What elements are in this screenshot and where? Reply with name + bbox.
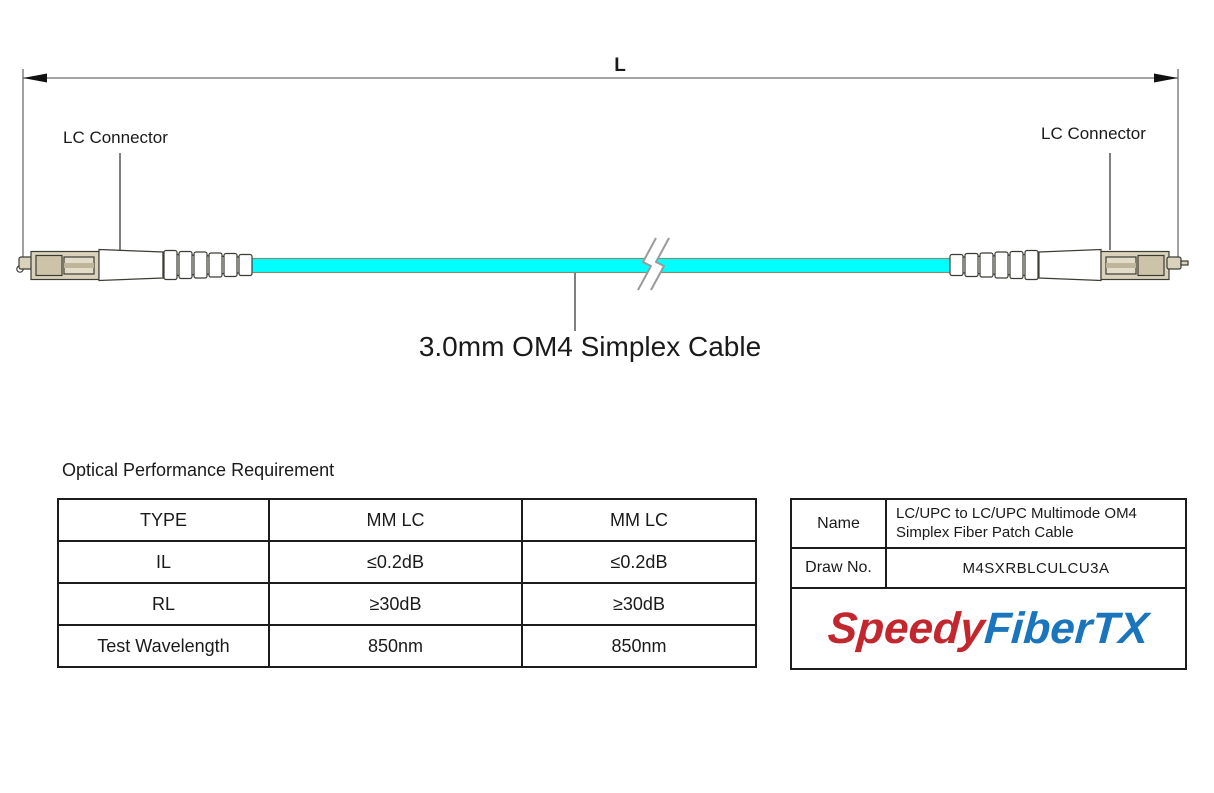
logo-fibertx-text: FiberTX (983, 603, 1151, 653)
table-cell: ≥30dB (522, 583, 756, 625)
name-value-line1: LC/UPC to LC/UPC Multimode OM4 (896, 504, 1137, 522)
cable-type-label: 3.0mm OM4 Simplex Cable (418, 331, 762, 362)
logo-speedy-text: Speedy (826, 603, 987, 653)
speedyfibertx-logo (827, 604, 1151, 654)
table-row-label: RL (58, 583, 269, 625)
dimension-lines (23, 69, 1178, 268)
arrow-right (1154, 74, 1178, 83)
table-row (58, 583, 756, 625)
table-header-cell: TYPE (58, 499, 269, 541)
name-value (887, 500, 1185, 547)
draw-no-value: M4SXRBLCULCU3A (962, 559, 1110, 577)
table-row (58, 625, 756, 667)
table-cell: 850nm (522, 625, 756, 667)
table-header-cell: MM LC (522, 499, 756, 541)
name-value-line2: Simplex Fiber Patch Cable (896, 523, 1074, 541)
left-latch-band (64, 263, 94, 268)
right-body-inner (1138, 256, 1164, 276)
right-ferrule (1167, 257, 1181, 269)
table-header-cell: MM LC (269, 499, 522, 541)
right-connector-label: LC Connector (1041, 124, 1146, 143)
table-cell: ≤0.2dB (269, 541, 522, 583)
table-cell: ≤0.2dB (522, 541, 756, 583)
performance-table-title: Optical Performance Requirement (62, 460, 335, 480)
right-latch-band (1106, 263, 1136, 268)
right-lc-connector (950, 250, 1188, 281)
title-block (790, 498, 1187, 670)
fiber-cable (250, 259, 952, 273)
leader-lines (120, 153, 1110, 331)
table-row-label: Test Wavelength (58, 625, 269, 667)
table-row (58, 541, 756, 583)
performance-table (57, 498, 757, 668)
title-block-name-row (792, 500, 1185, 549)
right-boot (1039, 250, 1101, 281)
length-dimension-label: L (614, 55, 626, 76)
left-lc-connector (17, 250, 252, 281)
table-header-row (58, 499, 756, 541)
name-label: Name (792, 500, 887, 547)
right-ferrule-pin (1181, 261, 1188, 265)
table-row-label: IL (58, 541, 269, 583)
title-block-drawno-row (792, 549, 1185, 589)
left-boot (99, 250, 163, 281)
table-cell: ≥30dB (269, 583, 522, 625)
table-cell: 850nm (269, 625, 522, 667)
arrow-left (23, 74, 47, 83)
left-connector-label: LC Connector (63, 128, 168, 147)
draw-no-label: Draw No. (792, 549, 887, 587)
left-body-inner (36, 256, 62, 276)
title-block-logo-row (792, 589, 1185, 668)
